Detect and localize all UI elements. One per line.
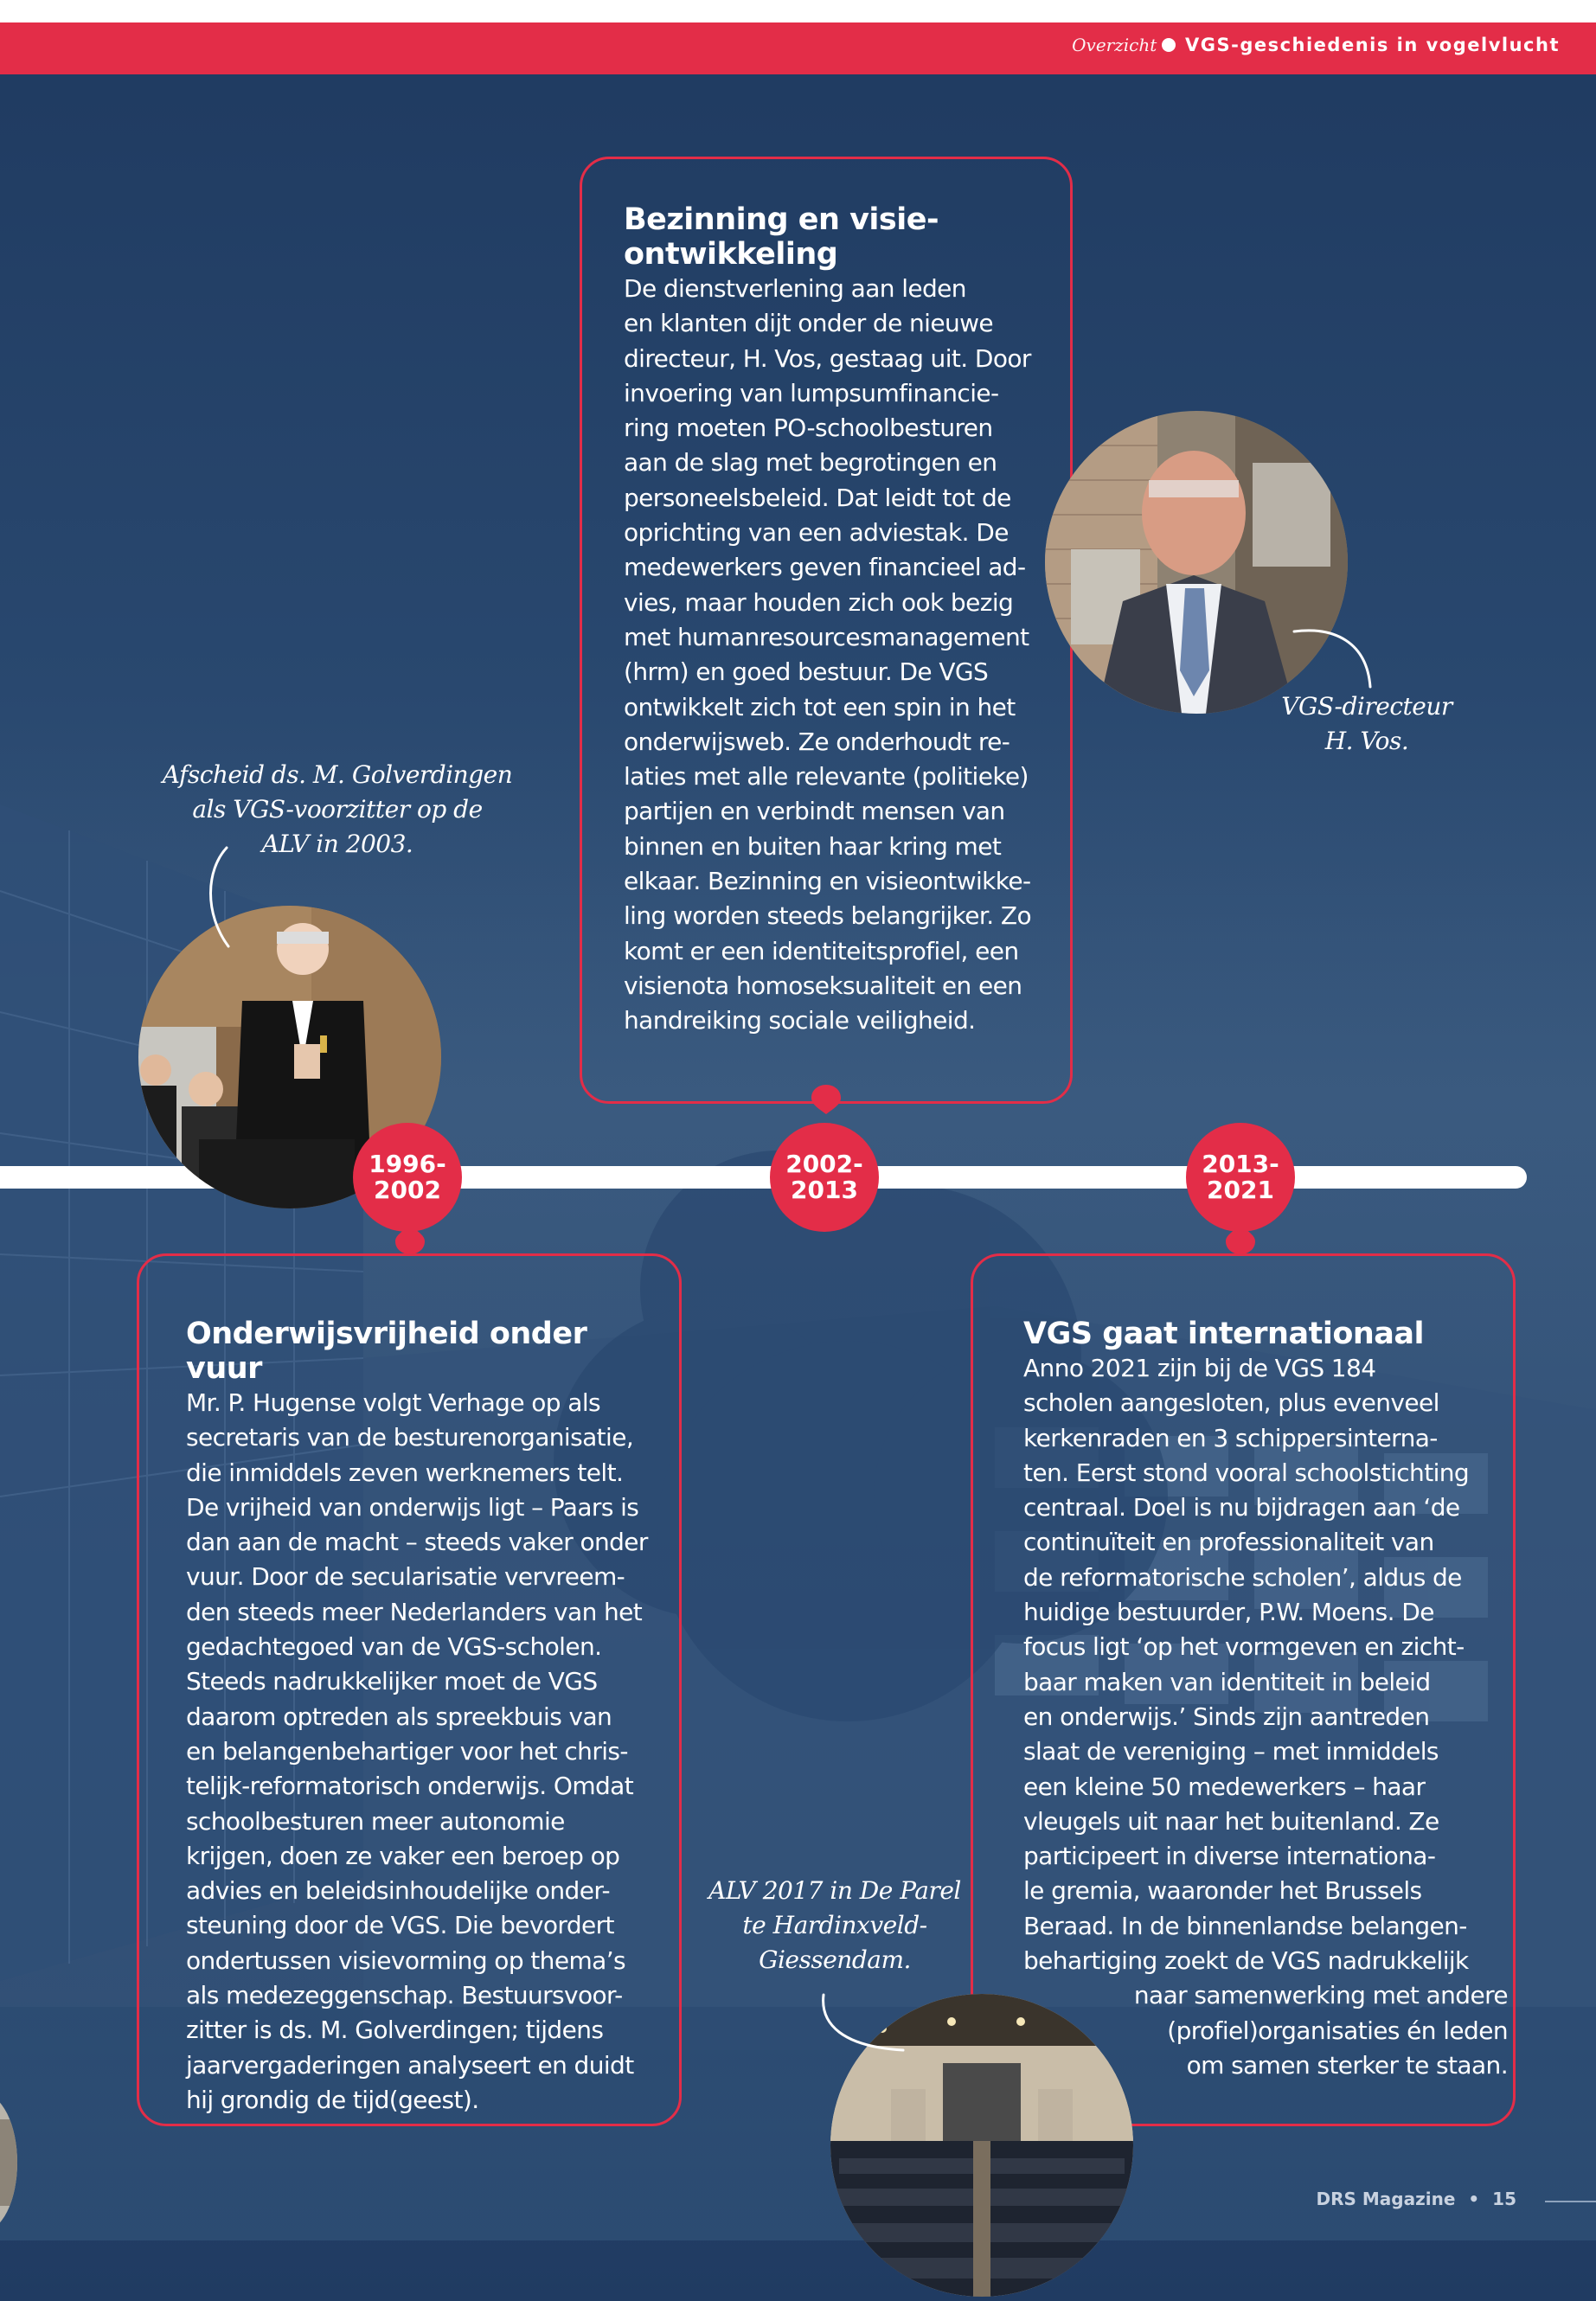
body-line: die inmiddels zeven werknemers telt.	[186, 1458, 624, 1487]
body-line: le gremia, waaronder het Brussels	[1023, 1876, 1422, 1906]
body-line: en onderwijs.’ Sinds zijn aantreden	[1023, 1702, 1430, 1731]
speech-bubble-icon	[1162, 38, 1176, 52]
caption-pointer	[1291, 625, 1377, 694]
body-line: ondertussen visievorming op thema’s	[186, 1945, 625, 1975]
body-line: hij grondig de tijd(geest).	[186, 2085, 479, 2114]
body-line: kerkenraden en 3 schippersinterna-	[1023, 1423, 1438, 1452]
box-body	[186, 1386, 670, 2118]
body-line: elkaar. Bezinning en visieontwikke-	[624, 867, 1031, 896]
caption-line: Afscheid ds. M. Golverdingen	[162, 760, 513, 789]
body-line: partijen en verbindt mensen van	[624, 797, 1005, 826]
caption-line: H. Vos.	[1324, 727, 1409, 755]
body-line: visienota homoseksualiteit en een	[624, 971, 1022, 1000]
body-line: Anno 2021 zijn bij de VGS 184	[1023, 1354, 1376, 1382]
box-title: VGS gaat internationaal	[1023, 1317, 1425, 1351]
box-2002-2013	[580, 157, 1073, 1104]
magazine-name: DRS Magazine	[1316, 2189, 1456, 2209]
body-line: oprichting van een adviestak. De	[624, 518, 1009, 548]
pin-marker	[810, 1083, 843, 1116]
body-line: jaarvergaderingen analyseert en duidt	[186, 2050, 634, 2080]
caption-line: ALV in 2003.	[261, 830, 413, 858]
body-line: handreiking sociale veiligheid.	[624, 1006, 976, 1035]
body-line: secretaris van de besturenorganisatie,	[186, 1423, 634, 1452]
breadcrumb	[1072, 35, 1560, 55]
caption-vos	[1237, 689, 1497, 759]
year-badge-1996-2002	[353, 1123, 462, 1232]
body-line: ring moeten PO-schoolbesturen	[624, 413, 993, 443]
body-line: Beraad. In de binnenlandse belangen-	[1023, 1911, 1467, 1940]
year-label: 1996- 2002	[369, 1150, 446, 1204]
body-line: De vrijheid van onderwijs ligt – Paars is	[186, 1492, 639, 1522]
body-line: ten. Eerst stond vooral schoolstichting	[1023, 1458, 1470, 1487]
body-line: centraal. Doel is nu bijdragen aan ‘de	[1023, 1493, 1460, 1522]
body-line: den steeds meer Nederlanders van het	[186, 1597, 643, 1626]
section-label: Overzicht	[1072, 35, 1157, 55]
caption-alv-2017	[683, 1874, 986, 1977]
body-line: zitter is ds. M. Golverdingen; tijdens	[186, 2016, 604, 2045]
body-line: krijgen, doen ze vaker een beroep op	[186, 1841, 620, 1870]
caption-pointer	[201, 844, 244, 957]
section-title: VGS-geschiedenis in vogelvlucht	[1184, 35, 1560, 55]
body-line: laties met alle relevante (politieke)	[624, 762, 1029, 792]
body-line: slaat de vereniging – met inmiddels	[1023, 1737, 1439, 1766]
body-line: daarom optreden als spreekbuis van	[186, 1702, 612, 1731]
body-line: en belangenbehartiger voor het chris-	[186, 1736, 628, 1766]
box-title: Onderwijsvrijheid onder vuur	[186, 1317, 587, 1386]
top-margin	[0, 0, 1596, 22]
body-line: vies, maar houden zich ook bezig	[624, 587, 1014, 617]
body-line: De dienstverlening aan leden	[624, 274, 966, 303]
year-label: 2013- 2021	[1202, 1150, 1279, 1204]
body-line: schoolbesturen meer autonomie	[186, 1806, 565, 1836]
body-line: steuning door de VGS. Die bevordert	[186, 1911, 614, 1940]
body-line: medewerkers geven financieel ad-	[624, 553, 1026, 582]
body-line: gedachtegoed van de VGS-scholen.	[186, 1632, 602, 1662]
body-line: Steeds nadrukkelijker moet de VGS	[186, 1667, 598, 1696]
footer-bullet: •	[1468, 2189, 1480, 2209]
body-line: (hrm) en goed bestuur. De VGS	[624, 657, 989, 687]
body-line: (profiel)organisaties én leden	[1167, 2016, 1508, 2045]
body-line: en klanten dijt onder de nieuwe	[624, 309, 994, 338]
box-title: Bezinning en visie- ontwikkeling	[624, 202, 939, 272]
body-line: Mr. P. Hugense volgt Verhage op als	[186, 1388, 600, 1417]
body-line: ontwikkelt zich tot een spin in het	[624, 692, 1016, 721]
caption-line: ALV 2017 in De Parel	[708, 1876, 961, 1905]
caption-line: te Hardinxveld-	[742, 1911, 927, 1939]
year-label: 2002- 2013	[785, 1150, 863, 1204]
body-line: komt er een identiteitsprofiel, een	[624, 936, 1019, 965]
body-line: ling worden steeds belangrijker. Zo	[624, 901, 1031, 931]
caption-line: Giessendam.	[759, 1945, 911, 1974]
year-badge-2002-2013	[770, 1123, 879, 1232]
body-line: met humanresourcesmanagement	[624, 622, 1029, 651]
body-line: vleugels uit naar het buitenland. Ze	[1023, 1806, 1439, 1836]
body-line: personeelsbeleid. Dat leidt tot de	[624, 483, 1011, 512]
box-body	[624, 272, 1056, 1039]
footer-rule	[1545, 2201, 1596, 2202]
body-line: scholen aangesloten, plus evenveel	[1023, 1388, 1439, 1418]
body-line: directeur, H. Vos, gestaag uit. Door	[624, 343, 1031, 373]
body-line: naar samenwerking met andere	[1133, 1981, 1508, 2010]
body-line: onderwijsweb. Ze onderhoudt re-	[624, 727, 1010, 756]
body-line: advies en beleidsinhoudelijke onder-	[186, 1876, 610, 1906]
body-line: participeert in diverse internationa-	[1023, 1842, 1436, 1871]
body-line: een kleine 50 medewerkers – haar	[1023, 1772, 1426, 1801]
body-line: vuur. Door de secularisatie vervreem-	[186, 1562, 625, 1592]
body-line: invoering van lumpsumfinancie-	[624, 378, 999, 407]
body-line: huidige bestuurder, P.W. Moens. De	[1023, 1598, 1434, 1627]
body-line: als medezeggenschap. Bestuursvoor-	[186, 1981, 623, 2010]
box-body	[1023, 1351, 1508, 2083]
body-line: focus ligt ‘op het vormgeven en zicht-	[1023, 1632, 1465, 1662]
body-line: continuïteit en professionaliteit van	[1023, 1528, 1434, 1557]
caption-line: VGS-directeur	[1281, 692, 1452, 721]
box-2013-2021	[971, 1253, 1516, 2126]
year-badge-2013-2021	[1186, 1123, 1295, 1232]
body-line: de reformatorische scholen’, aldus de	[1023, 1562, 1462, 1592]
page-footer	[1317, 2189, 1516, 2209]
page-number: 15	[1492, 2189, 1516, 2209]
body-line: om samen sterker te staan.	[1186, 2050, 1508, 2080]
caption-line: als VGS-voorzitter op de	[192, 795, 483, 824]
body-line: binnen en buiten haar kring met	[624, 831, 1002, 861]
section-header-bar	[0, 22, 1596, 74]
caption-pointer	[817, 1990, 912, 2059]
body-line: aan de slag met begrotingen en	[624, 448, 997, 478]
box-1996-2002	[137, 1253, 682, 2126]
body-line: telijk-reformatorisch onderwijs. Omdat	[186, 1772, 634, 1801]
body-line: baar maken van identiteit in beleid	[1023, 1667, 1431, 1696]
body-line: behartiging zoekt de VGS nadrukkelijk	[1023, 1946, 1469, 1976]
body-line: dan aan de macht – steeds vaker onder	[186, 1528, 648, 1557]
